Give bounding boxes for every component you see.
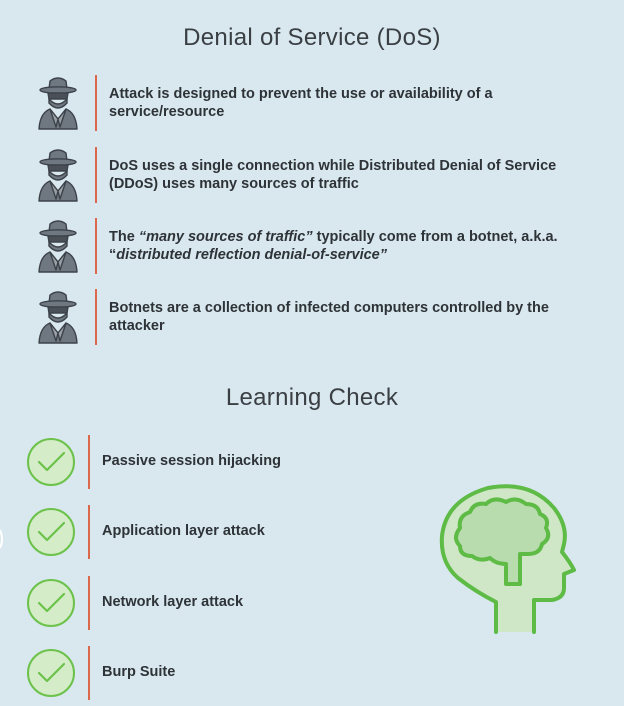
edge-artifact xyxy=(0,528,4,550)
accent-divider xyxy=(88,435,90,489)
dos-section-title: Denial of Service (DoS) xyxy=(183,24,441,51)
text-run: DoS uses a single connection while Distributed Denial of Service (DDoS) uses many sources of traffic xyxy=(109,158,557,192)
brain-head-icon xyxy=(436,482,576,634)
spy-icon xyxy=(36,289,80,345)
dos-item-text xyxy=(109,299,589,335)
learning-check-label: Burp Suite xyxy=(102,664,176,680)
learning-check-item xyxy=(26,437,346,489)
checkmark-circle-icon xyxy=(26,578,76,628)
checkmark-circle-icon xyxy=(26,437,76,487)
accent-divider xyxy=(88,505,90,559)
spy-icon xyxy=(36,75,80,131)
accent-divider xyxy=(88,576,90,630)
dos-item-text xyxy=(109,157,589,193)
spy-icon xyxy=(36,218,80,274)
accent-divider xyxy=(95,218,97,274)
learning-check-item xyxy=(26,507,346,559)
dos-list-item xyxy=(36,147,596,203)
text-run: typically come from a botnet, a.k.a. “ xyxy=(109,229,558,263)
learning-check-label: Passive session hijacking xyxy=(102,453,281,469)
text-run: Botnets are a collection of infected computers controlled by the attacker xyxy=(109,300,549,334)
dos-list-item xyxy=(36,218,596,274)
dos-item-text xyxy=(109,228,589,264)
dos-list-item xyxy=(36,75,596,131)
checkmark-circle-icon xyxy=(26,507,76,557)
learning-check-title: Learning Check xyxy=(225,384,399,411)
dos-list-item xyxy=(36,289,596,345)
accent-divider xyxy=(95,147,97,203)
learning-check-item xyxy=(26,578,346,630)
learning-check-label: Application layer attack xyxy=(102,523,265,539)
emphasis-text: “many sources of traffic” xyxy=(138,229,313,245)
spy-icon xyxy=(36,147,80,203)
learning-check-label: Network layer attack xyxy=(102,594,244,610)
accent-divider xyxy=(88,646,90,700)
accent-divider xyxy=(95,75,97,131)
learning-check-item xyxy=(26,648,346,700)
checkmark-circle-icon xyxy=(26,648,76,698)
accent-divider xyxy=(95,289,97,345)
dos-item-text xyxy=(109,85,589,121)
emphasis-text: distributed reflection denial-of-service” xyxy=(116,247,387,263)
text-run: The xyxy=(109,229,139,245)
text-run: Attack is designed to prevent the use or availability of a service/resource xyxy=(109,86,493,120)
